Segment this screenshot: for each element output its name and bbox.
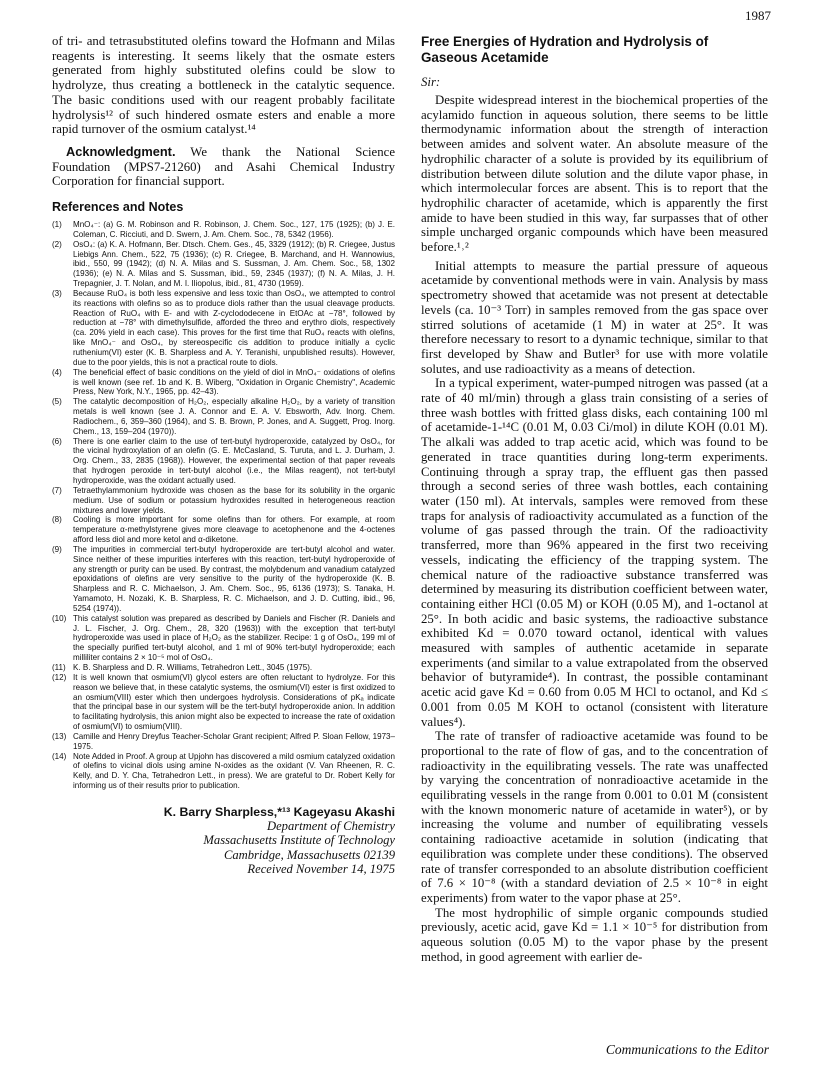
- reference-text: OsO₄: (a) K. A. Hofmann, Ber. Dtsch. Chem. Ges., 45, 3329 (1912); (b) R. Criegee, Justus Liebigs Ann. Chem., 522, 75 (1936); (c) R. Criegee, B. Marchand, and H. Wannowius, ibid., 550, 99 (1942); (d) N. A. Milas and S. Sussman, J. Am. Chem. Soc., 58, 1302 (1936); (e) N. A. Milas and S. Sussman, ibid., 59, 2345 (1937); (f) N. A. Milas, J. H. Trepagnier, J. T. Nolan, and M. I. Iliopolus, ibid., 81, 4730 (1959).: [73, 239, 395, 289]
- reference-text: The catalytic decomposition of H₂O₂, especially alkaline H₂O₂, by a variety of transition metals is well known (see J. A. Connor and E. A. V. Ebsworth, Adv. Inorg. Chem. Radiochem., 6, 359–360 (1964), and S. B. Brown, P. Jones, and A. Suggett, Prog. Inorg. Chem., 13, 159–204 (1970)).: [73, 397, 395, 436]
- reference-text: Tetraethylammonium hydroxide was chosen as the base for its solubility in the organic medium. Use of sodium or potassium hydroxides resulted in heterogeneous reaction mixtures and lower yields.: [73, 485, 395, 515]
- reference-number: (7): [52, 485, 62, 495]
- reference-number: (1): [52, 220, 62, 230]
- reference-number: (11): [52, 663, 66, 672]
- reference-item: [52, 368, 395, 398]
- reference-text: K. B. Sharpless and D. R. Williams, Tetrahedron Lett., 3045 (1975).: [73, 663, 313, 672]
- acknowledgment: [52, 145, 395, 189]
- reference-item: [52, 220, 395, 240]
- reference-item: [52, 289, 395, 368]
- reference-text: Camille and Henry Dreyfus Teacher-Scholar Grant recipient; Alfred P. Sloan Fellow, 1973–1975.: [73, 731, 395, 751]
- reference-number: (14): [52, 751, 67, 761]
- reference-number: (12): [52, 672, 67, 682]
- paragraph: The most hydrophilic of simple organic compounds studied previously, acetic acid, gave Kd = 1.1 × 10⁻⁵ for distribution from aqueous solution (0.05 M) to the vapor phase by the present method, in good agreement with earlier de-: [421, 905, 768, 964]
- reference-item: [52, 397, 395, 436]
- affiliation: [52, 819, 395, 877]
- affiliation-city: Cambridge, Massachusetts 02139: [223, 847, 395, 862]
- references-list: [52, 220, 395, 791]
- right-column: [421, 34, 768, 964]
- affiliation-institute: Massachusetts Institute of Technology: [203, 833, 395, 848]
- page-number: 1987: [745, 8, 771, 23]
- reference-number: (8): [52, 515, 62, 525]
- reference-item: [52, 732, 395, 752]
- reference-number: (10): [52, 613, 67, 623]
- journal-section-footer: Communications to the Editor: [605, 1042, 769, 1057]
- reference-number: (2): [52, 239, 62, 249]
- reference-item: [52, 752, 395, 791]
- reference-item: [52, 486, 395, 516]
- acknowledgment-heading: Acknowledgment.: [66, 143, 176, 159]
- article-title: Free Energies of Hydration and Hydrolysis of Gaseous Acetamide: [421, 34, 709, 65]
- reference-text: Note Added in Proof. A group at Upjohn has discovered a mild osmium catalyzed oxidation of olefins to vicinal diols using amine N-oxides as the oxidant (V. Van Rheenen, R. C. Kelly, and D. Y. Cha, Tetrahedron Lett., in press). We are grateful to Dr. Robert Kelly for informing us of their results prior to publication.: [73, 751, 395, 791]
- intro-paragraph: of tri- and tetrasubstituted olefins toward the Hofmann and Milas reagents is interesting. It seems likely that the osmate esters generated from highly substituted olefins could be slow to hydrolyze, thus creating a bottleneck in the catalytic sequence. The basic conditions used with our reagent probably facilitate hydrolysis¹² of such hindered osmate esters and enable a more rapid turnover of the osmium catalyst.¹⁴: [52, 34, 395, 137]
- paragraph: Despite widespread interest in the biochemical properties of the acylamido function in aqueous solution, there seems to be little thermodynamic information about the strength of interaction between amides and solvent water. An absolute measure of the hydrophilic character of a solute is provided by its equilibrium of distribution between dilute solution and the dilute vapor phase, in which intermolecular forces are absent. This is to report that the hydrophilic character of acetamide, which is apparently the first amide to have been studied in this way, far surpasses that of other simple uncharged organic compounds which have been measured before.¹˒²: [421, 93, 768, 255]
- paragraph: In a typical experiment, water-pumped nitrogen was passed (at a rate of 40 ml/min) through a glass train consisting of a series of three wash bottles with fritted glass disks, each containing 100 ml of acetamide-1-¹⁴C (0.01 M, 0.03 Ci/mol) in dilute KOH (0.01 M). The alkali was added to trap acetic acid, which was found to be generated in trace quantities during long-term experiments. Continuing through a spray trap, the effluent gas then passed through a second series of three wash bottles, each containing water (150 ml). At intervals, samples were removed from these traps for analysis of radioactivity accumulated as a function of the volume of gas passed through the train. Of the radioactivity transferred, more than 96% appeared in the first two receiving vessels, indicating the efficiency of the trapping system. The chemical nature of the radioactive substance transferred was determined by measuring its distribution coefficient between water, containing either HCl (0.05 M) or KOH (0.05 M), and 1-octanol at 25°. In both acidic and basic systems, the radioactive substance exhibited Kd = 0.070 toward octanol, identical with values measured with samples of authentic acetamide in separate experiments (and similar to a value extrapolated from the observed behavior of butyramide⁴). In contrast, the possible contaminant acetic acid gave Kd = 0.60 from 0.05 M HCl to octanol, and Kd ≤ 0.001 from 0.05 M KOH to octanol (consistent with literature values⁴).: [421, 376, 768, 729]
- reference-item: [52, 240, 395, 289]
- reference-item: [52, 515, 395, 545]
- salutation: Sir:: [421, 75, 441, 89]
- reference-number: (13): [52, 731, 67, 741]
- reference-number: (5): [52, 397, 62, 407]
- reference-item: [52, 663, 395, 673]
- reference-item: [52, 614, 395, 663]
- reference-item: [52, 673, 395, 732]
- reference-text: There is one earlier claim to the use of tert-butyl hydroperoxide, catalyzed by OsO₄, for the vicinal hydroxylation of an olefin (G. E. McCasland, S. Turuta, and L. J. Durham, J. Org. Chem., 33, 2835 (1968)). However, the experimental section of that paper reveals that hydrogen peroxide in tert-butyl alcohol (i.e., the Milas reagent), not tert-butyl hydroperoxide, was the oxidant actually used.: [73, 436, 395, 485]
- acknowledgment-text: We thank the National Science Foundation (MPS7-21260) and Asahi Chemical Industry Corporation for financial support.: [52, 144, 395, 189]
- paragraph: Initial attempts to measure the partial pressure of aqueous acetamide by conventional methods were in vain. Analysis by mass spectrometry showed that acetamide was not present at detectable levels (ca. 10⁻³ Torr) in samples removed from the gas space over stirred solutions of acetamide (1 M) in water at 25°. It was therefore necessary to resort to a dynamic technique, similar to that first developed by Shaw and Butler³ for use with more volatile solutes, and use radioactivity as a means of detection.: [421, 258, 768, 376]
- reference-text: This catalyst solution was prepared as described by Daniels and Fischer (R. Daniels and J. L. Fischer, J. Org. Chem., 28, 320 (1963)) with the exception that tert-butyl hydroperoxide was used in place of H₂O₂ as the stabilizer. Recipe: 1 g of OsO₄, 199 ml of the specially purified tert-butyl alcohol, and 1 ml of 90% tert-butyl hydroperoxide; each milliliter contains 2 × 10⁻⁵ mol of OsO₄.: [73, 613, 395, 663]
- reference-item: [52, 437, 395, 486]
- reference-text: The impurities in commercial tert-butyl hydroperoxide are tert-butyl alcohol and water. Since neither of these impurities interferes with this reaction, tert-butyl hydroperoxide of any strength or purity can be used. By contrast, the molybdenum and vanadium catalyzed epoxidations of olefins are very sensitive to the purity of the hydroperoxide (K. B. Sharpless and R. C. Michaelson, J. Am. Chem. Soc., 95, 6136 (1973); S. Tanaka, H. Yamamoto, H. Nozaki, K. B. Sharpless, R. C. Michaelson, and J. D. Cutting, ibid., 96, 5254 (1974)).: [73, 544, 395, 613]
- reference-text: The beneficial effect of basic conditions on the yield of diol in MnO₄⁻ oxidations of olefins is well known (see ref. 1b and K. B. Wiberg, "Oxidation in Organic Chemistry", Academic Press, New York, N.Y., 1965, pp. 42–43).: [73, 367, 395, 397]
- references-heading: References and Notes: [52, 200, 184, 215]
- reference-text: Cooling is more important for some olefins than for others. For example, at room temperature α-methylstyrene gives more cleavage to acetophenone and the 4-octenes afford less diol and more ketol and α-diketone.: [73, 515, 395, 545]
- reference-number: (4): [52, 367, 62, 377]
- received-date: Received November 14, 1975: [247, 862, 395, 877]
- reference-number: (3): [52, 288, 62, 298]
- authors: K. Barry Sharpless,*¹³ Kageyasu Akashi: [163, 804, 395, 819]
- reference-text: It is well known that osmium(VI) glycol esters are often reluctant to hydrolyze. For this reason we believe that, in these catalytic systems, the osmium(VI) ester is first oxidized to an osmium(VIII) ester which then undergoes hydrolysis. Considerations of pKₐ indicate that the principal base in our system will be the tert-butyl hydroperoxide anion. In addition to facilitating hydrolysis, this anion might also be expected to increase the rate of oxidation of osmium(VI) to osmium(VIII).: [73, 672, 395, 732]
- left-column: [52, 34, 395, 877]
- reference-number: (6): [52, 436, 62, 446]
- affiliation-department: Department of Chemistry: [266, 818, 395, 833]
- paragraph: The rate of transfer of radioactive acetamide was found to be proportional to the rate of flow of gas, and to the concentration of radioactivity in the equilibrating vessels. The rate was unaffected by varying the concentration of nonradioactive acetamide in the equilibrating vessels in the range from 0.001 to 0.01 M (consistent with the known monomeric nature of acetamide in water⁵), or by increasing the volume and number of equilibrating vessels containing radioactive acetamide in solution (indicating that equilibration was complete under these conditions). The observed rate of transfer corresponded to an absolute distribution coefficient of 7.6 × 10⁻⁸ (with a standard deviation of 2.5 × 10⁻⁸ in eight experiments) from water to the vapor phase at 25°.: [421, 729, 768, 905]
- reference-text: Because RuO₄ is both less expensive and less toxic than OsO₄, we attempted to control its reactions with olefins so as to produce diols rather than the usual cleavage products. Reaction of RuO₄ with E- and with Z-cyclododecene in EtOAc at −78°, followed by reduction at −78° with dimethylsulfide, afforded the threo and erythro diols, respectively (ca. 20% yield in each case). This proves for the first time that RuO₄ reacts with olefins, like MnO₄⁻ and OsO₄, by stereospecific cis addition to produce initially a cyclic ruthenium(VI) ester (K. B. Sharpless and A. Y. Teranishi, unpublished results). However, due to the poor yields, this is not a practical route to diols.: [73, 288, 395, 367]
- reference-number: (9): [52, 544, 62, 554]
- reference-item: [52, 545, 395, 614]
- reference-text: MnO₄⁻: (a) G. M. Robinson and R. Robinson, J. Chem. Soc., 127, 175 (1925); (b) J. E. Coleman, C. Ricciuti, and D. Swern, J. Am. Chem. Soc., 78, 5342 (1956).: [73, 220, 395, 239]
